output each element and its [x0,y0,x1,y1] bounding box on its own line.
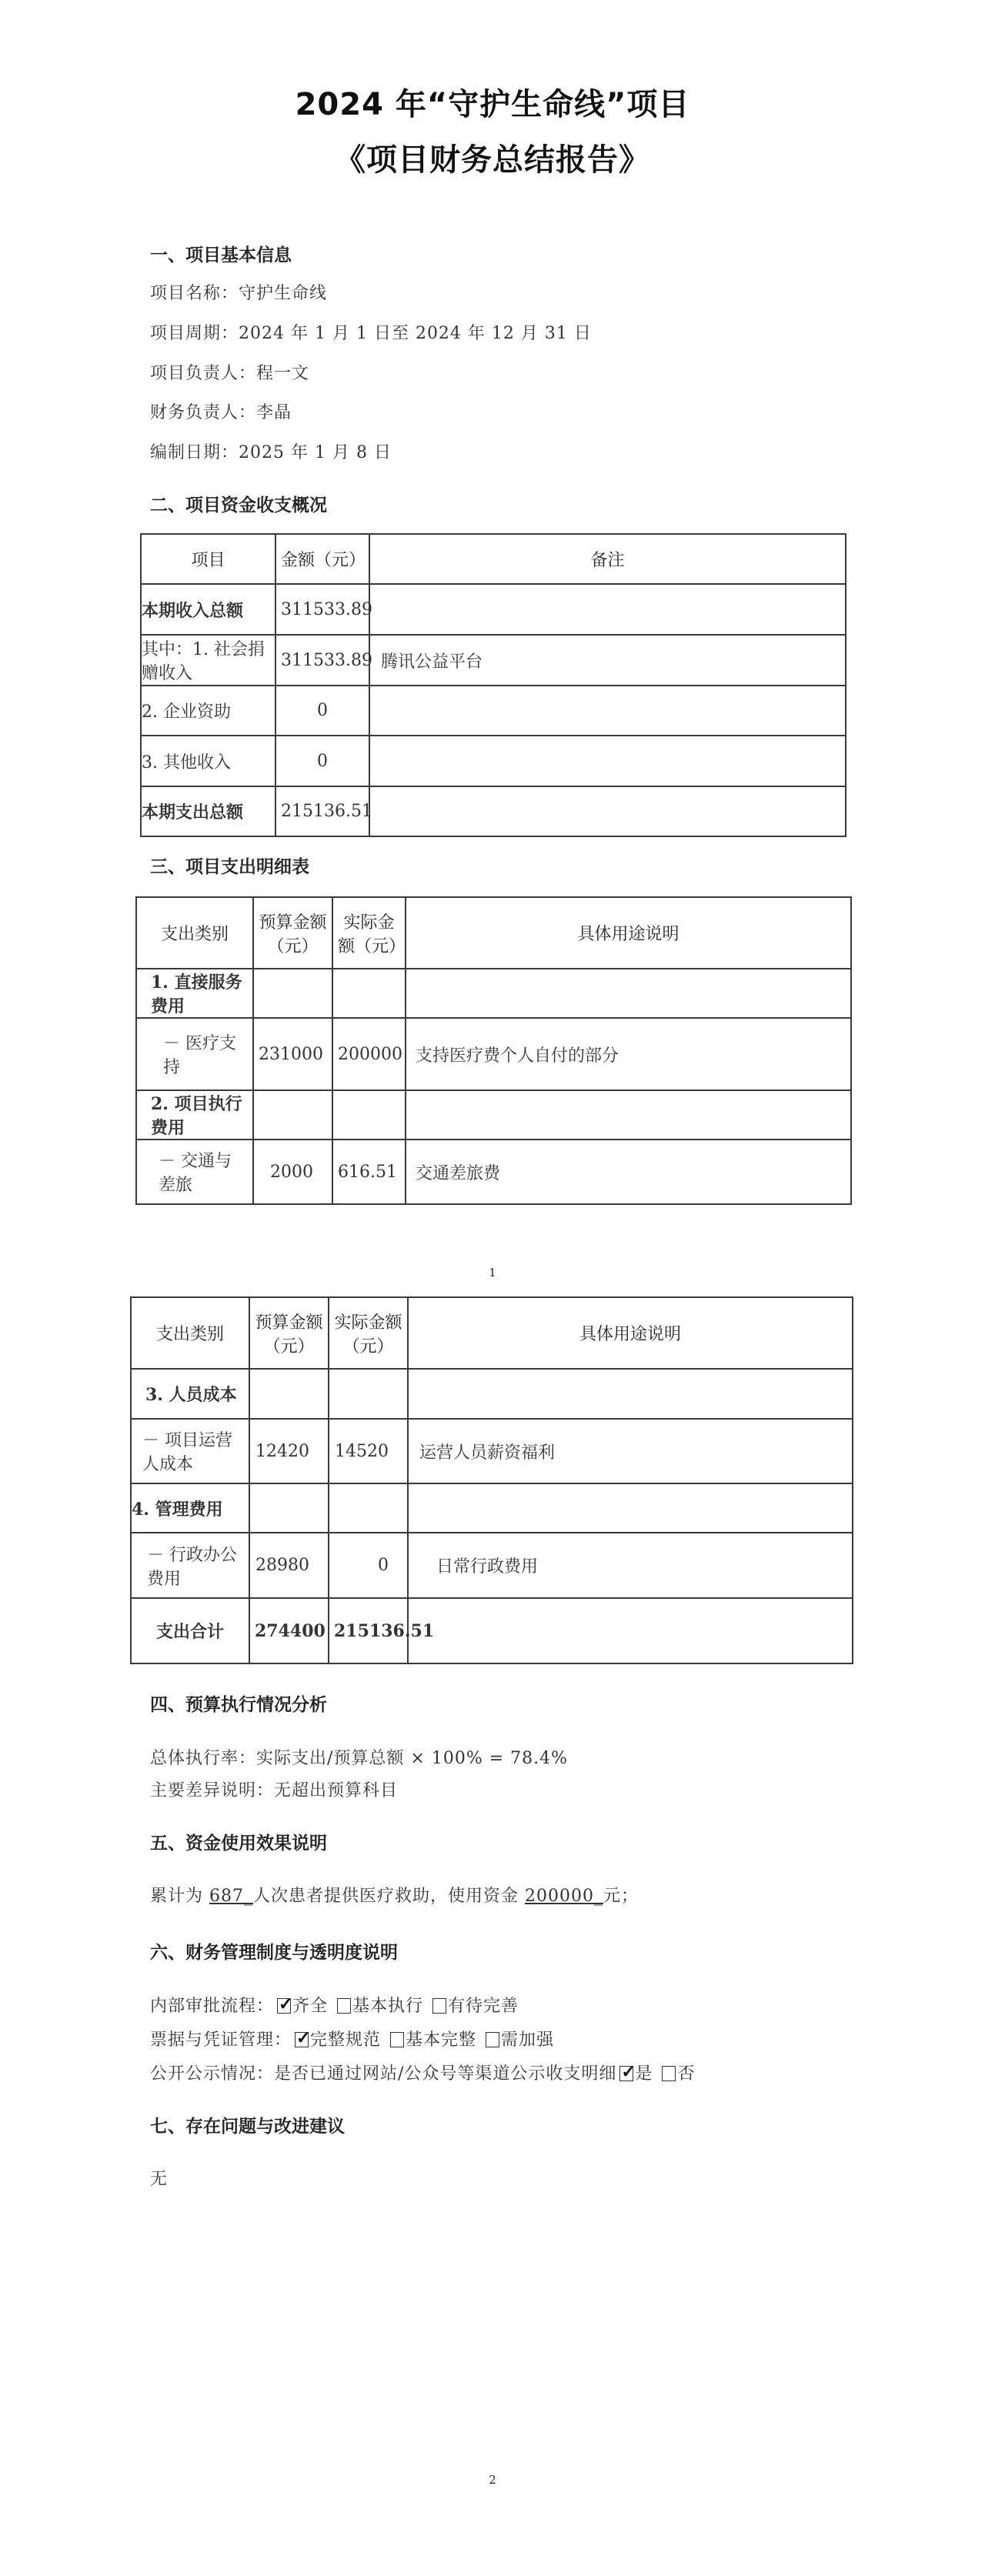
table-row [136,1018,851,1090]
table-row-total [131,1598,853,1663]
header-category: 支出类别 [136,897,253,969]
project-lead: 项目负责人：程一文 [150,364,310,383]
header-budget: 预算金额（元） [253,897,332,969]
row-note [369,686,846,736]
header-amount: 金额（元） [275,534,369,584]
row-actual: 0 [329,1533,408,1598]
header-note: 备注 [369,534,846,584]
row-category: 2. 项目执行费用 [136,1090,253,1140]
checkbox-unchecked-icon[interactable] [662,2066,676,2081]
row-budget [249,1369,329,1419]
table-header-row [136,897,851,969]
row-description: 运营人员薪资福利 [408,1419,853,1483]
checkbox-unchecked-icon[interactable] [432,1998,446,2014]
row-category: 1. 直接服务费用 [136,969,253,1018]
expense-detail-table-page2 [130,1296,853,1664]
option-label: 完整规范 [310,2030,382,2050]
income-expense-table [140,533,846,837]
header-budget: 预算金额（元） [249,1297,329,1369]
checkbox-checked-icon[interactable] [295,2032,309,2047]
option-label: 有待完善 [448,1997,519,2016]
finance-lead: 财务负责人：李晶 [150,403,292,422]
row-category: － 交通与差旅 [136,1140,253,1204]
section5-heading: 五、资金使用效果说明 [150,1833,327,1854]
section1-heading: 一、项目基本信息 [150,245,292,265]
public-disclosure [150,2060,695,2084]
effect-suffix: 元； [603,1887,639,1906]
header-description: 具体用途说明 [408,1297,853,1369]
approval-label: 内部审批流程： [150,1997,275,2016]
row-budget: 28980 [249,1533,329,1598]
option-label: 齐全 [292,1997,329,2016]
row-description: 日常行政费用 [408,1533,853,1598]
page-number-1: 1 [489,1266,496,1280]
row-actual: 200000 [332,1018,406,1090]
row-category: － 行政办公费用 [131,1533,249,1598]
table-row [131,1369,853,1419]
row-amount: 311533.89 [275,635,369,686]
row-item: 2. 企业资助 [141,686,275,736]
table-row [141,635,846,686]
row-category: 3. 人员成本 [131,1369,249,1419]
row-actual [332,969,406,1018]
row-description [408,1369,853,1419]
row-budget: 274400 [249,1598,329,1663]
row-amount: 311533.89 [275,584,369,635]
table-header-row [131,1297,853,1369]
variance-note: 主要差异说明：无超出预算科目 [150,1781,399,1800]
row-category: － 项目运营人成本 [131,1419,249,1483]
table-row [141,686,846,736]
row-amount: 0 [275,736,369,786]
row-category: － 医疗支持 [136,1018,253,1090]
patient-count: 687_ [209,1887,253,1906]
effect-middle: 人次患者提供医疗救助，使用资金 [253,1887,525,1906]
checkbox-unchecked-icon[interactable] [337,1998,351,2014]
row-actual: 215136.51 [329,1598,408,1663]
issues-content: 无 [150,2170,169,2189]
expense-detail-table-page1 [135,896,852,1205]
table-row [136,1140,851,1204]
voucher-label: 票据与凭证管理： [150,2030,292,2050]
header-category: 支出类别 [131,1297,249,1369]
checkbox-checked-icon[interactable] [277,1998,291,2014]
option-label: 需加强 [501,2030,555,2050]
row-description: 交通差旅费 [406,1140,851,1204]
row-amount: 215136.51 [275,786,369,836]
table-row [141,736,846,786]
header-actual: 实际金额（元） [329,1297,408,1369]
section2-heading: 二、项目资金收支概况 [150,495,327,516]
row-description: 支持医疗费个人自付的部分 [406,1018,851,1090]
row-budget: 2000 [253,1140,332,1204]
option-label: 基本执行 [352,1997,424,2016]
row-budget [253,1090,332,1140]
document-subtitle: 《项目财务总结报告》 [335,142,650,178]
row-actual: 616.51 [332,1140,406,1204]
document-title: 2024 年“守护生命线”项目 [295,87,690,122]
table-header-row [141,534,846,584]
row-description [406,969,851,1018]
table-row [136,1090,851,1140]
row-budget: 231000 [253,1018,332,1090]
project-name: 项目名称：守护生命线 [150,284,328,303]
table-row [141,584,846,635]
section3-heading: 三、项目支出明细表 [150,856,309,877]
checkbox-unchecked-icon[interactable] [390,2032,404,2047]
table-row [136,969,851,1018]
effect-statement [150,1883,639,1907]
table-row [141,786,846,836]
funds-used: 200000_ [525,1887,603,1906]
section6-heading: 六、财务管理制度与透明度说明 [150,1942,398,1963]
section7-heading: 七、存在问题与改进建议 [150,2116,345,2137]
option-label: 否 [677,2064,696,2084]
checkbox-unchecked-icon[interactable] [486,2032,499,2047]
row-actual [329,1483,408,1533]
project-period: 项目周期：2024 年 1 月 1 日至 2024 年 12 月 31 日 [150,324,592,343]
row-note [369,736,846,786]
row-item: 本期收入总额 [141,584,275,635]
row-actual: 14520 [329,1419,408,1483]
approval-process [150,1993,519,2017]
table-row [131,1483,853,1533]
option-label: 是 [635,2064,653,2084]
execution-rate: 总体执行率：实际支出/预算总额 × 100% = 78.4% [150,1749,569,1768]
page-number-2: 2 [489,2473,496,2487]
option-label: 基本完整 [406,2030,477,2050]
row-note [369,584,846,635]
row-note [369,786,846,836]
row-description [408,1483,853,1533]
row-actual [332,1090,406,1140]
row-category: 4. 管理费用 [131,1483,249,1533]
table-row [131,1419,853,1483]
row-actual [329,1369,408,1419]
row-description [406,1090,851,1140]
row-description [408,1598,853,1663]
row-item: 本期支出总额 [141,786,275,836]
row-budget [249,1483,329,1533]
row-budget [253,969,332,1018]
row-item: 3. 其他收入 [141,736,275,786]
voucher-management [150,2027,554,2050]
checkbox-checked-icon[interactable] [619,2066,633,2081]
effect-prefix: 累计为 [150,1887,209,1906]
row-item: 其中：1. 社会捐赠收入 [141,635,275,686]
header-item: 项目 [141,534,275,584]
row-note: 腾讯公益平台 [369,635,846,686]
row-budget: 12420 [249,1419,329,1483]
row-category: 支出合计 [131,1598,249,1663]
compile-date: 编制日期：2025 年 1 月 8 日 [150,443,392,462]
section4-heading: 四、预算执行情况分析 [150,1694,327,1715]
header-actual: 实际金额（元） [332,897,406,969]
header-description: 具体用途说明 [406,897,851,969]
disclosure-label: 公开公示情况：是否已通过网站/公众号等渠道公示收支明细 [150,2064,617,2084]
table-row [131,1533,853,1598]
row-amount: 0 [275,686,369,736]
